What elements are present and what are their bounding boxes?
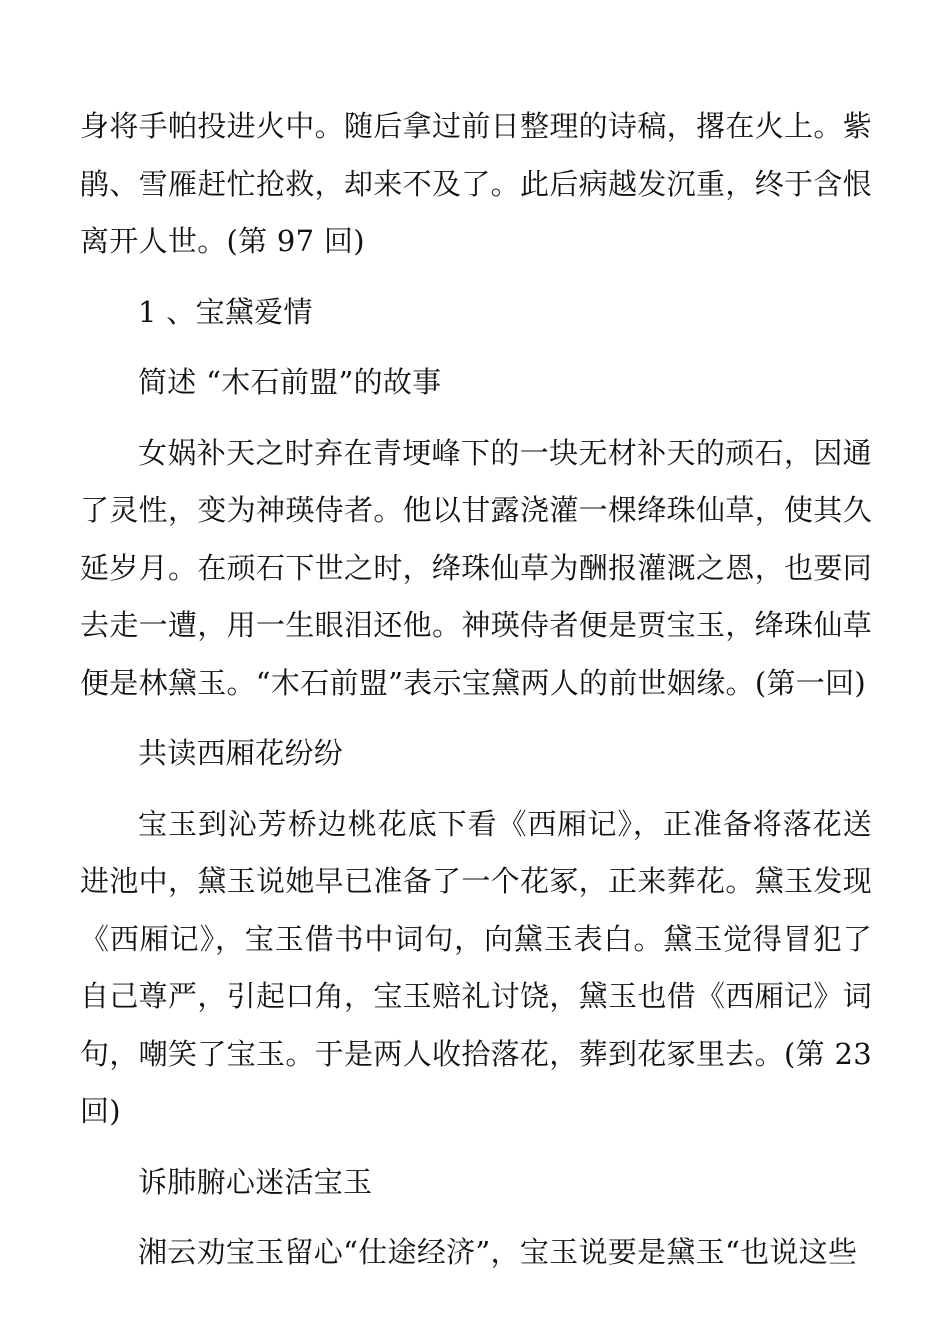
subheading-feifu: 诉肺腑心迷活宝玉 bbox=[138, 1164, 373, 1199]
paragraph-xiangyun: 湘云劝宝玉留心“仕途经济”，宝玉说要是黛玉“也说这些 bbox=[138, 1235, 858, 1269]
document-page bbox=[80, 98, 872, 1282]
subheading-mushi-qianmeng: 简述 “木石前盟”的故事 bbox=[138, 365, 442, 399]
subheading-xixiang: 共读西厢花纷纷 bbox=[138, 736, 344, 770]
section-heading-baodai-love: 1 、宝黛爱情 bbox=[138, 294, 313, 329]
paragraph-daiyu-burns-poems: 身将手帕投进火中。随后拿过前日整理的诗稿，撂在火上。紫鹃、雪雁赶忙抢救，却来不及了。此后病越发沉重，终于含恨离开人世。(第 97 回) bbox=[80, 109, 872, 258]
paragraph-mushi-qianmeng: 女娲补天之时弃在青埂峰下的一块无材补天的顽石，因通了灵性，变为神瑛侍者。他以甘露浇灌一棵绛珠仙草，使其久延岁月。在顽石下世之时，绛珠仙草为酬报灌溉之恩，也要同去走一遭，用一生眼泪还他。神瑛侍者便是贾宝玉，绛珠仙草便是林黛玉。“木石前盟”表示宝黛两人的前世姻缘。(第一回) bbox=[80, 435, 872, 700]
paragraph-xixiang: 宝玉到沁芳桥边桃花底下看《西厢记》，正准备将落花送进池中，黛玉说她早已准备了一个花冢，正来葬花。黛玉发现《西厢记》，宝玉借书中词句，向黛玉表白。黛玉觉得冒犯了自己尊严，引起口角，宝玉赔礼讨饶，黛玉也借《西厢记》词句，嘲笑了宝玉。于是两人收拾落花，葬到花冢里去。(第 23 回) bbox=[80, 806, 872, 1128]
